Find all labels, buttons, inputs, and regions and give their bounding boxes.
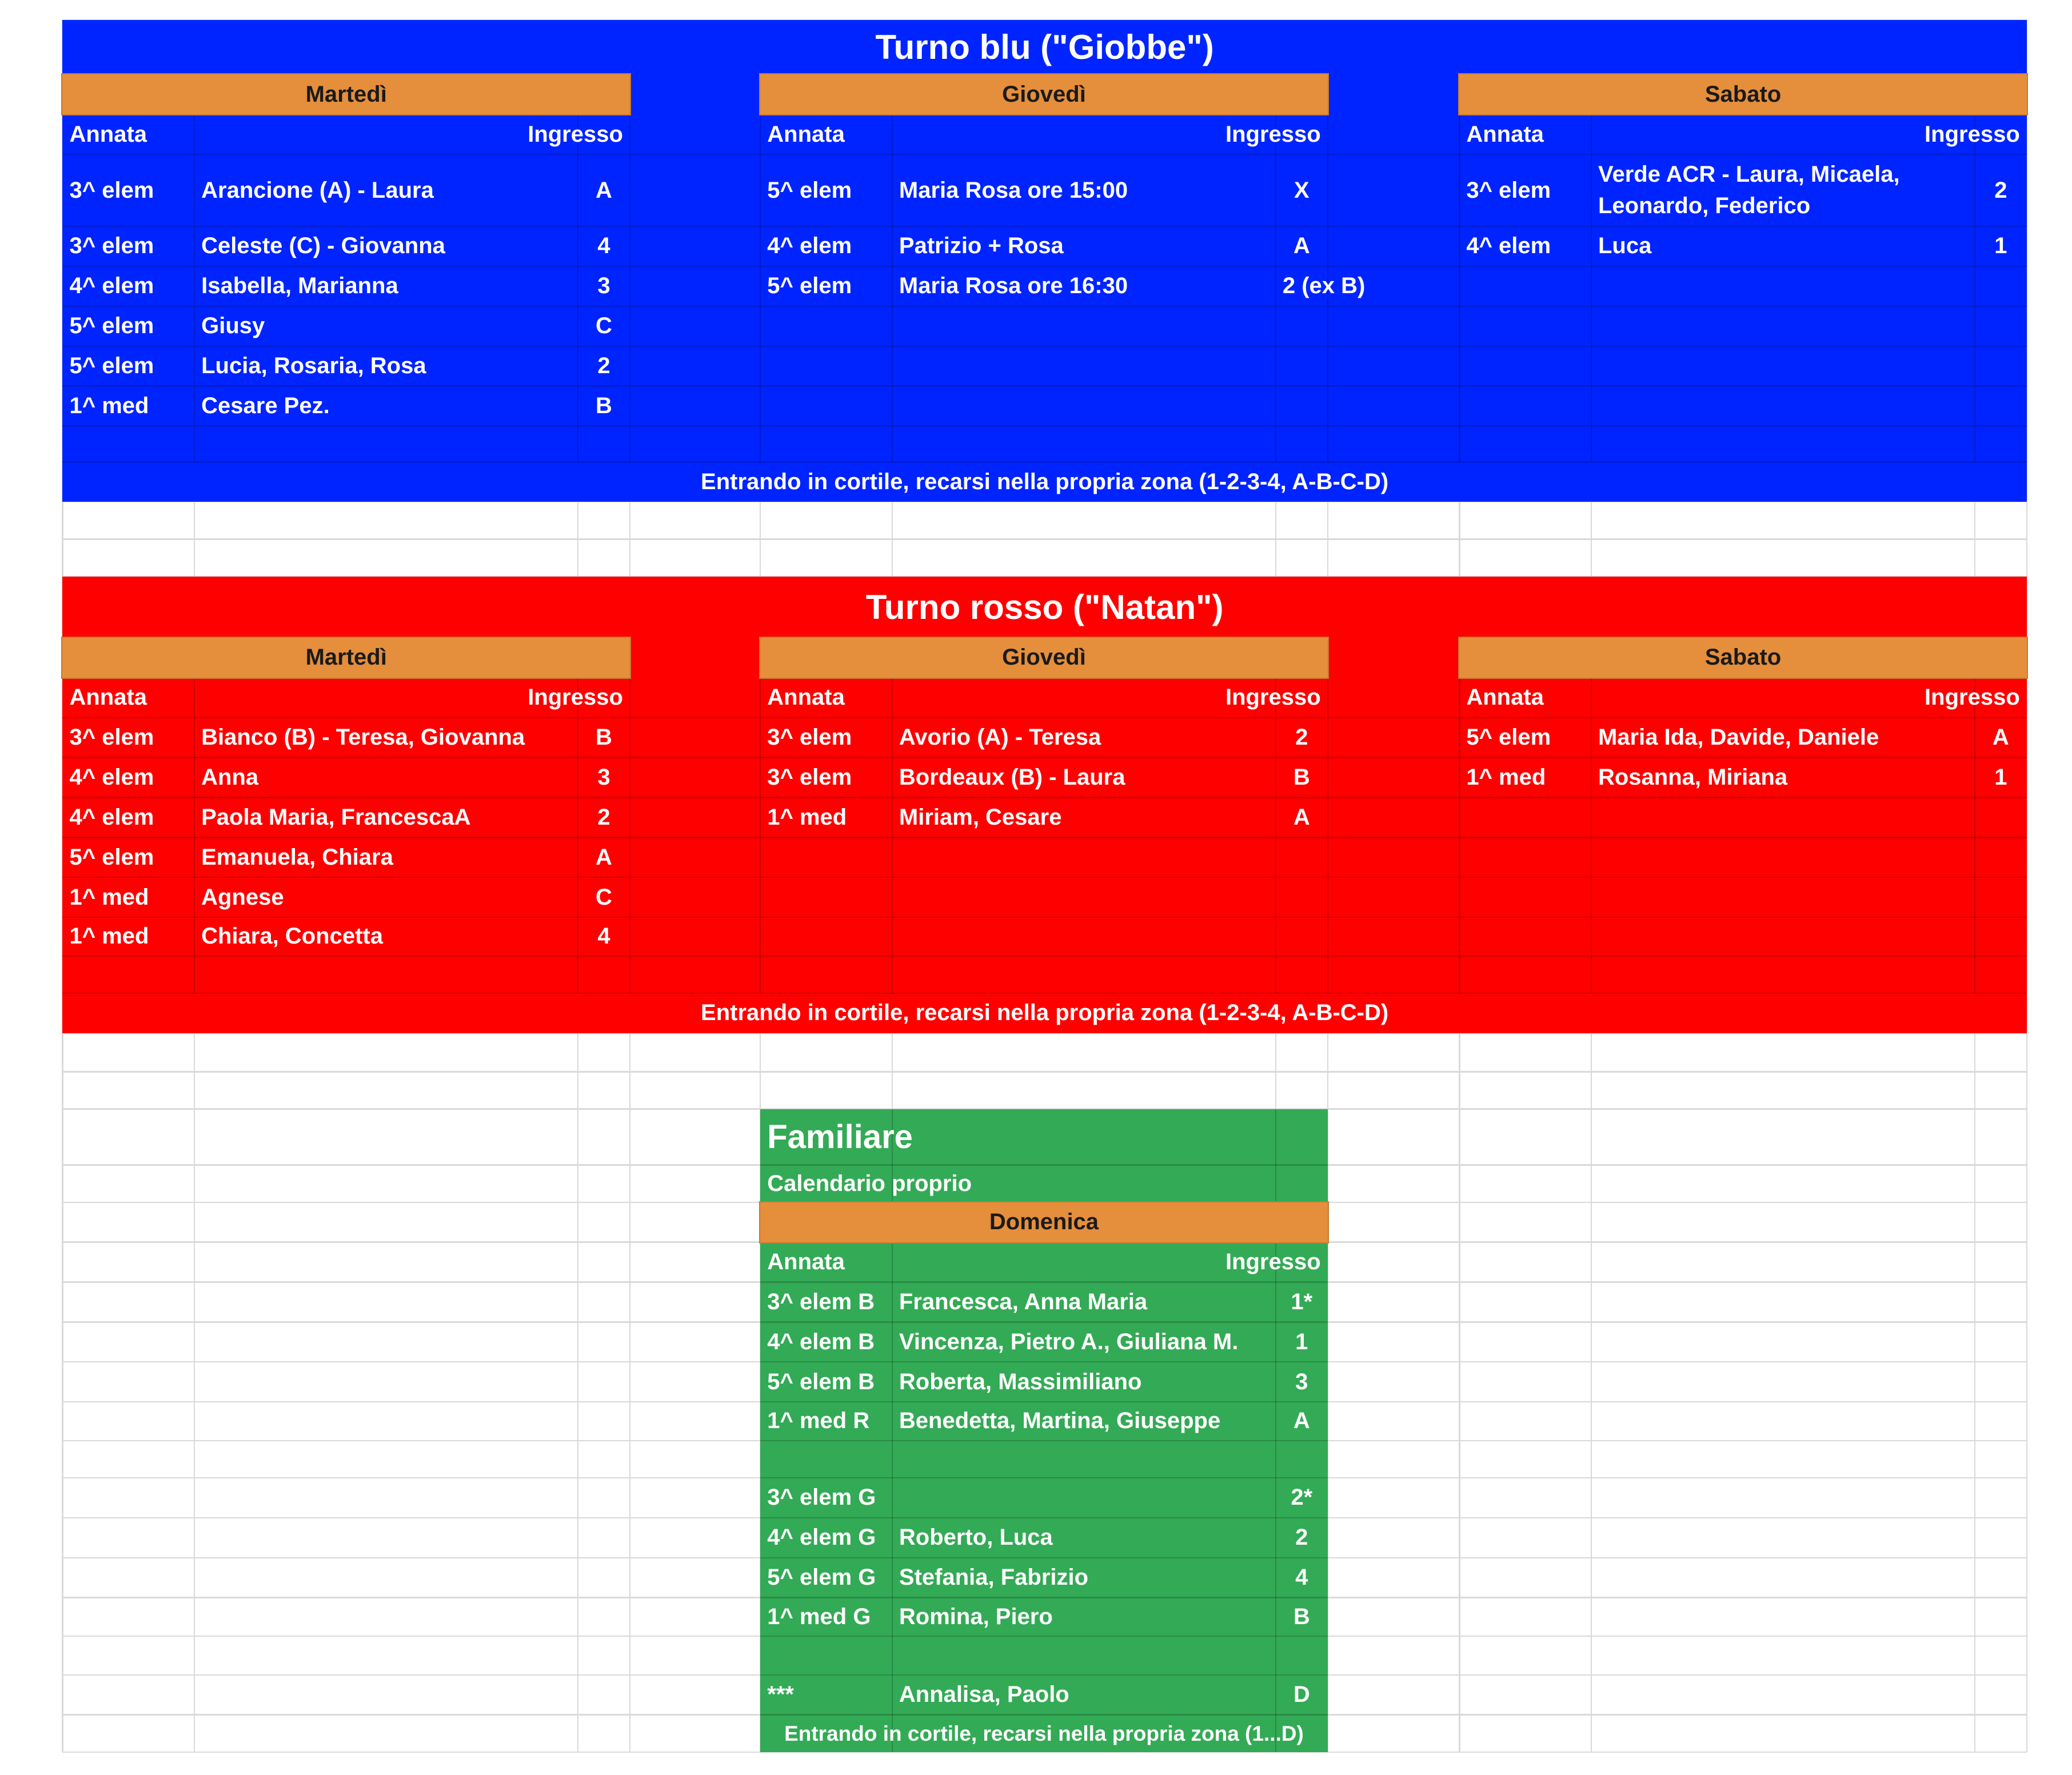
annata-cell[interactable]: 5^ elem (69, 353, 154, 379)
annata-cell[interactable]: *** (767, 1682, 794, 1708)
familiare-footer[interactable]: Entrando in cortile, recarsi nella propria zona (1...D) (784, 1721, 1304, 1745)
blue_shift-footer[interactable]: Entrando in cortile, recarsi nella propria zona (1-2-3-4, A-B-C-D) (701, 469, 1389, 494)
red_shift-col-annata-0[interactable]: Annata (69, 685, 147, 710)
gruppo-cell[interactable]: Isabella, Marianna (201, 273, 398, 299)
annata-cell[interactable]: 1^ med (69, 393, 149, 419)
annata-cell[interactable]: 4^ elem (69, 765, 154, 790)
gruppo-cell[interactable]: Romina, Piero (899, 1604, 1053, 1629)
gruppo-cell[interactable]: Giusy (201, 313, 265, 339)
ingresso-cell[interactable]: 2* (1291, 1485, 1313, 1510)
blue_shift-col-annata-1[interactable]: Annata (767, 121, 845, 147)
annata-cell[interactable]: 1^ med (69, 924, 149, 949)
annata-cell[interactable]: 4^ elem (69, 804, 154, 830)
annata-cell[interactable] (760, 1441, 892, 1478)
gruppo-cell[interactable]: Emanuela, Chiara (201, 844, 393, 870)
ingresso-cell[interactable]: A (1293, 804, 1310, 830)
annata-cell[interactable]: 1^ med (1466, 765, 1546, 790)
ingresso-cell[interactable]: A (596, 844, 612, 870)
blue_shift-col-annata-2[interactable]: Annata (1466, 121, 1544, 147)
ingresso-cell[interactable]: 2 (1994, 177, 2007, 203)
annata-cell[interactable]: 5^ elem (1466, 725, 1551, 750)
annata-cell[interactable]: 3^ elem (767, 765, 852, 790)
ingresso-cell[interactable]: 4 (597, 233, 610, 259)
annata-cell[interactable] (760, 1636, 892, 1675)
ingresso-cell[interactable]: D (1293, 1682, 1310, 1708)
annata-cell[interactable]: 3^ elem (69, 725, 154, 750)
red_shift-col-annata-1[interactable]: Annata (767, 685, 845, 710)
ingresso-cell[interactable]: 1* (1291, 1289, 1313, 1314)
annata-cell[interactable]: 3^ elem B (767, 1289, 875, 1314)
familiare-col-annata[interactable]: Annata (767, 1249, 845, 1275)
ingresso-cell[interactable]: B (596, 393, 612, 419)
gruppo-cell[interactable]: Benedetta, Martina, Giuseppe (899, 1408, 1221, 1434)
ingresso-cell[interactable]: A (596, 177, 612, 203)
annata-cell[interactable]: 3^ elem (1466, 177, 1551, 203)
grid-hline (62, 538, 2026, 539)
annata-cell[interactable]: 1^ med G (767, 1604, 871, 1629)
red_shift-col-ingresso-1[interactable]: Ingresso (1225, 685, 1321, 710)
familiare-subtitle[interactable]: Calendario proprio (767, 1170, 972, 1196)
blue_shift-title[interactable]: Turno blu ("Giobbe") (875, 28, 1214, 67)
red_shift-col-ingresso-0[interactable]: Ingresso (528, 685, 623, 710)
ingresso-cell[interactable]: B (596, 725, 612, 750)
red_shift-col-annata-2[interactable]: Annata (1466, 685, 1544, 710)
familiare-title[interactable]: Familiare (767, 1118, 913, 1156)
gruppo-cell[interactable]: Arancione (A) - Laura (201, 177, 434, 203)
annata-cell[interactable]: 5^ elem (69, 844, 154, 870)
annata-cell[interactable]: 5^ elem G (767, 1565, 876, 1590)
gruppo-cell[interactable]: Luca (1598, 233, 1652, 259)
annata-cell[interactable]: 5^ elem (767, 177, 852, 203)
ingresso-cell[interactable]: A (1992, 725, 2009, 750)
ingresso-cell[interactable]: 4 (597, 924, 610, 949)
ingresso-cell[interactable]: B (1293, 1604, 1310, 1629)
red_shift-col-ingresso-2[interactable]: Ingresso (1925, 685, 2020, 710)
grid-hline (62, 1071, 2026, 1072)
gruppo-cell[interactable] (892, 1441, 1276, 1478)
gruppo-cell[interactable]: Roberto, Luca (899, 1525, 1053, 1550)
ingresso-cell[interactable]: 2 (597, 804, 610, 830)
annata-cell[interactable]: 4^ elem B (767, 1329, 875, 1354)
gruppo-cell[interactable]: Annalisa, Paolo (899, 1682, 1069, 1708)
blue_shift-col-annata-0[interactable]: Annata (69, 121, 147, 147)
familiare-col-ingresso[interactable]: Ingresso (1225, 1249, 1321, 1275)
annata-cell[interactable]: 3^ elem (69, 233, 154, 259)
annata-cell[interactable]: 3^ elem G (767, 1485, 876, 1510)
ingresso-cell[interactable]: C (596, 313, 612, 339)
gruppo-cell[interactable]: Bianco (B) - Teresa, Giovanna (201, 725, 525, 750)
gruppo-cell[interactable]: Celeste (C) - Giovanna (201, 233, 445, 259)
annata-cell[interactable]: 5^ elem B (767, 1369, 875, 1394)
gruppo-cell[interactable]: Paola Maria, FrancescaA (201, 804, 471, 830)
ingresso-cell[interactable]: 2 (1295, 725, 1308, 750)
annata-cell[interactable]: 1^ med R (767, 1408, 870, 1434)
gruppo-cell[interactable]: Verde ACR - Laura, Micaela, Leonardo, Federico (1598, 162, 1900, 219)
blue_shift-col-ingresso-1[interactable]: Ingresso (1225, 121, 1321, 147)
annata-cell[interactable]: 1^ med (767, 804, 847, 830)
gruppo-cell[interactable]: Rosanna, Miriana (1598, 765, 1788, 790)
annata-cell[interactable]: 4^ elem (767, 233, 852, 259)
gruppo-cell[interactable]: Avorio (A) - Teresa (899, 725, 1101, 750)
red_shift-title[interactable]: Turno rosso ("Natan") (865, 587, 1224, 626)
gruppo-cell[interactable]: Chiara, Concetta (201, 924, 383, 949)
annata-cell[interactable]: 4^ elem G (767, 1525, 876, 1550)
ingresso-cell[interactable]: 2 (ex B) (1282, 273, 1366, 299)
blue_shift-col-ingresso-2[interactable]: Ingresso (1925, 121, 2020, 147)
ingresso-cell[interactable]: 1 (1295, 1329, 1308, 1354)
gruppo-cell[interactable] (892, 1478, 1276, 1518)
ingresso-cell[interactable]: 3 (597, 273, 610, 299)
ingresso-cell[interactable]: X (1293, 177, 1310, 203)
gruppo-cell[interactable]: Maria Ida, Davide, Daniele (1598, 725, 1879, 750)
gruppo-cell[interactable]: Anna (201, 765, 259, 790)
annata-cell[interactable]: 3^ elem (69, 177, 154, 203)
ingresso-cell[interactable] (1276, 1441, 1328, 1478)
ingresso-cell[interactable]: A (1293, 233, 1310, 259)
ingresso-cell[interactable]: A (1293, 1408, 1310, 1434)
blue_shift-col-ingresso-0[interactable]: Ingresso (528, 121, 623, 147)
gruppo-cell[interactable]: Bordeaux (B) - Laura (899, 765, 1125, 790)
red_shift-footer[interactable]: Entrando in cortile, recarsi nella propria zona (1-2-3-4, A-B-C-D) (701, 1000, 1389, 1026)
ingresso-cell[interactable]: 3 (597, 765, 610, 790)
annata-cell[interactable]: 5^ elem (767, 273, 852, 299)
gruppo-cell[interactable] (892, 1636, 1276, 1675)
red_shift-day-label-2[interactable]: Sabato (1704, 645, 1782, 670)
gruppo-cell[interactable]: Francesca, Anna Maria (899, 1289, 1148, 1314)
gruppo-cell[interactable]: Vincenza, Pietro A., Giuliana M. (899, 1329, 1239, 1354)
red_shift-day-label-0[interactable]: Martedì (305, 645, 387, 670)
ingresso-cell[interactable]: 1 (1994, 233, 2007, 259)
blue_shift-day-label-2[interactable]: Sabato (1704, 81, 1782, 107)
annata-cell[interactable]: 4^ elem (1466, 233, 1551, 259)
gruppo-cell[interactable]: Agnese (201, 884, 284, 910)
ingresso-cell[interactable]: 1 (1994, 765, 2007, 790)
blue_shift-day-label-0[interactable]: Martedì (305, 81, 387, 107)
annata-cell[interactable]: 4^ elem (69, 273, 154, 299)
gruppo-cell[interactable]: Maria Rosa ore 16:30 (899, 273, 1128, 299)
gruppo-cell[interactable]: Maria Rosa ore 15:00 (899, 177, 1128, 203)
annata-cell[interactable]: 3^ elem (767, 725, 852, 750)
annata-cell[interactable]: 1^ med (69, 884, 149, 910)
ingresso-cell[interactable]: B (1293, 765, 1310, 790)
gruppo-cell[interactable]: Patrizio + Rosa (899, 233, 1064, 259)
gruppo-cell[interactable]: Miriam, Cesare (899, 804, 1062, 830)
gruppo-cell[interactable]: Stefania, Fabrizio (899, 1565, 1089, 1590)
red_shift-day-label-1[interactable]: Giovedì (1002, 645, 1086, 670)
ingresso-cell[interactable]: C (596, 884, 612, 910)
gruppo-cell[interactable]: Roberta, Massimiliano (899, 1369, 1142, 1394)
ingresso-cell[interactable]: 3 (1295, 1369, 1308, 1394)
annata-cell[interactable]: 5^ elem (69, 313, 154, 339)
ingresso-cell[interactable]: 4 (1295, 1565, 1308, 1590)
ingresso-cell[interactable]: 2 (597, 353, 610, 379)
ingresso-cell[interactable] (1276, 1636, 1328, 1675)
gruppo-cell[interactable]: Lucia, Rosaria, Rosa (201, 353, 426, 379)
ingresso-cell[interactable]: 2 (1295, 1525, 1308, 1550)
blue_shift-day-label-1[interactable]: Giovedì (1002, 81, 1086, 107)
gruppo-cell[interactable]: Cesare Pez. (201, 393, 330, 419)
familiare-day-label[interactable]: Domenica (989, 1209, 1099, 1235)
